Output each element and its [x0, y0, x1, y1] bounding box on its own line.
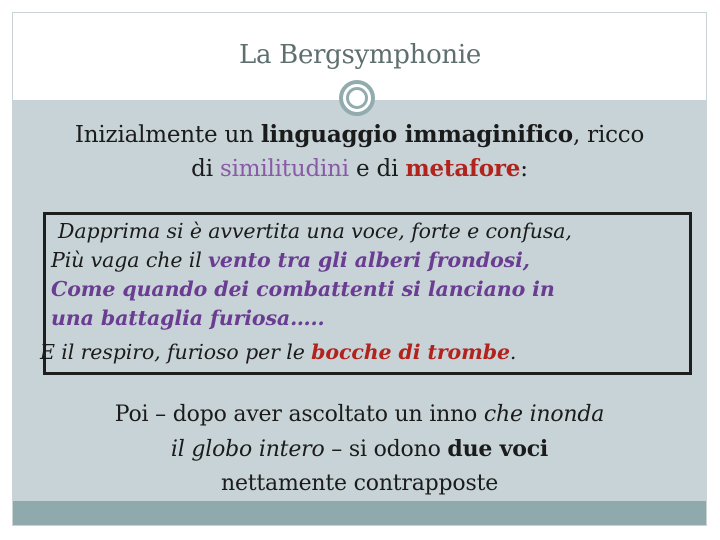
quote-line-2 [51, 248, 530, 272]
closing-text [13, 398, 706, 501]
closing-highlight-due-voci: due voci [447, 436, 549, 462]
quote-highlight-vento: vento tra gli alberi frondosi, [208, 248, 530, 272]
intro-text-part: di [191, 156, 220, 182]
quote-text-part: . [509, 340, 517, 364]
quote-text-part: Più vaga che il [51, 248, 209, 272]
closing-text-part: Poi – dopo aver ascoltato un inno [114, 402, 484, 427]
intro-highlight-similitudini: similitudini [219, 156, 349, 182]
slide-title: La Bergsymphonie [239, 40, 481, 70]
quote-line-4: una battaglia furiosa….. [51, 306, 325, 330]
quote-highlight-trombe: bocche di trombe [311, 340, 510, 364]
intro-text [13, 118, 706, 186]
footer-bar [13, 501, 706, 525]
closing-italic-globo: il globo intero [170, 437, 325, 462]
intro-text-part: , ricco [572, 122, 645, 148]
quote-line-1: Dapprima si è avvertita una voce, forte e confusa, [58, 219, 572, 243]
intro-text-part: e di [348, 156, 406, 182]
divider-circle-icon [339, 80, 375, 116]
quote-text-part: E il respiro, furioso per le [40, 340, 312, 364]
closing-line-2 [13, 432, 706, 467]
intro-highlight-linguaggio: linguaggio immaginifico [260, 121, 573, 148]
quote-box [40, 212, 692, 375]
closing-line-3: nettamente contrapposte [220, 471, 499, 496]
closing-italic-inonda: che inonda [483, 402, 605, 427]
intro-highlight-metafore: metafore [405, 155, 521, 182]
quote-line-5 [40, 340, 516, 364]
closing-text-part: – si odono [324, 437, 448, 462]
intro-line-1 [13, 118, 706, 152]
closing-line-1 [13, 398, 706, 432]
intro-line-2 [13, 152, 706, 186]
intro-text-part: Inizialmente un [74, 122, 261, 148]
quote-line-3: Come quando dei combattenti si lanciano in [51, 277, 555, 301]
intro-text-part: : [520, 156, 528, 182]
